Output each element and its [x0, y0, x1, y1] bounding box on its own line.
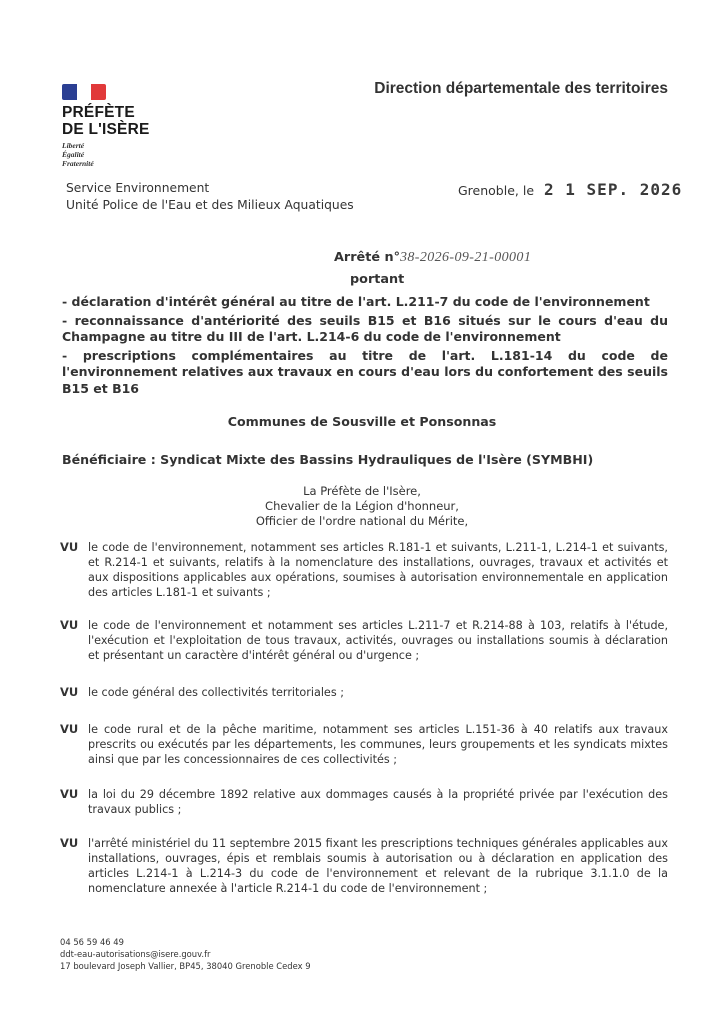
unit-name: Unité Police de l'Eau et des Milieux Aquatiques: [66, 198, 354, 212]
service-name: Service Environnement: [66, 181, 210, 195]
footer-phone: 04 56 59 46 49: [60, 937, 124, 947]
vu-text: le code de l'environnement, notamment ses articles R.181-1 et suivants, L.211-1, L.214-1 et suivants, et R.214-1 et suivants, relatifs à la nomenclature des installations, ouvrages, travaux et activités et aux dispositions applicables aux opérations, soumises à autorisation environnementale en application des articles L.181-1 et suivants ;: [88, 541, 668, 599]
vu-text: le code de l'environnement et notamment ses articles L.211-7 et R.214-88 à 103, relatifs à l'étude, l'exécution et l'exploitation de tous travaux, activités, ouvrages ou installations soumis à déclaration et présentant un caractère d'intérêt général ou d'urgence ;: [88, 619, 668, 662]
vu-text: le code rural et de la pêche maritime, notamment ses articles L.151-36 à 40 relatifs aux travaux prescrits ou exécutés par les départements, les communes, leurs groupements et les syndicats mixtes ainsi que par les concessionnaires de ces collectivités ;: [88, 723, 668, 766]
vu-item: [60, 540, 668, 600]
arrete-objects: [62, 294, 668, 399]
vu-item: [60, 836, 668, 896]
vu-label: VU: [60, 722, 79, 736]
prefete-line-1: La Préfète de l'Isère,: [303, 484, 421, 498]
beneficiaire-line: Bénéficiaire : Syndicat Mixte des Bassins Hydrauliques de l'Isère (SYMBHI): [62, 452, 594, 467]
vu-item: [60, 618, 668, 663]
vu-label: VU: [60, 685, 79, 699]
vu-item: [60, 787, 668, 817]
vu-label: VU: [60, 787, 79, 801]
prefete-line-3: Officier de l'ordre national du Mérite,: [255, 514, 469, 528]
vu-label: VU: [60, 618, 79, 632]
vu-text: la loi du 29 décembre 1892 relative aux dommages causés à la propriété privée par l'exécution des travaux publics ;: [88, 788, 668, 816]
vu-label: VU: [60, 836, 79, 850]
motto-egalite: Égalité: [62, 150, 85, 159]
footer-email: ddt-eau-autorisations@isere.gouv.fr: [60, 949, 211, 959]
communes-heading: Communes de Sousville et Ponsonnas: [227, 414, 497, 429]
motto-liberte: Liberté: [62, 141, 85, 150]
logo-line-2: DE L'ISÈRE: [62, 121, 150, 138]
logo-line-1: PRÉFÈTE: [62, 104, 135, 121]
footer-contact: [60, 936, 311, 972]
date-line: [458, 180, 682, 199]
arrete-number-line: [334, 250, 531, 266]
footer-address: 17 boulevard Joseph Vallier, BP45, 38040 Grenoble Cedex 9: [60, 961, 311, 971]
motto-fraternite: Fraternité: [62, 159, 94, 168]
republic-motto: [62, 141, 150, 168]
vu-text: l'arrêté ministériel du 11 septembre 2015 fixant les prescriptions techniques générales applicables aux installations, ouvrages, épis et remblais soumis à autorisation ou à déclaration en application des articles L.214-1 à L.214-3 du code de l'environnement et relevant de la rubrique 3.1.1.0 de la nomenclature annexée à l'article R.214-1 du code de l'environnement ;: [88, 837, 668, 895]
prefete-line-2: Chevalier de la Légion d'honneur,: [265, 499, 459, 513]
object-item-1: - déclaration d'intérêt général au titre de l'art. L.211-7 du code de l'environnement: [62, 294, 650, 309]
vu-label: VU: [60, 540, 79, 554]
prefecture-logo: [62, 84, 150, 168]
object-item-2: - reconnaissance d'antériorité des seuils B15 et B16 situés sur le cours d'eau du Champagne au titre du III de l'art. L.214-6 du code de l'environnement: [62, 312, 668, 344]
french-flag-icon: [62, 84, 106, 100]
portant-label: portant: [350, 272, 405, 287]
vu-list: [60, 540, 668, 896]
object-item-3: - prescriptions complémentaires au titre de l'art. L.181-14 du code de l'environnement relatives aux travaux en cours d'eau lors du confortement des seuils B15 et B16: [62, 347, 668, 396]
prefete-titles: [0, 484, 724, 529]
vu-item: [60, 722, 668, 767]
date-stamp: 2 1 SEP. 2026: [544, 180, 683, 199]
arrete-label: Arrêté n°: [334, 250, 400, 265]
date-prefix: Grenoble, le: [458, 183, 535, 198]
vu-text: le code général des collectivités territoriales ;: [88, 686, 344, 699]
vu-item: [60, 685, 668, 700]
direction-title: Direction départementale des territoires: [374, 80, 668, 97]
arrete-handwritten-number: 38-2026-09-21-00001: [399, 250, 532, 265]
service-block: [66, 180, 354, 214]
